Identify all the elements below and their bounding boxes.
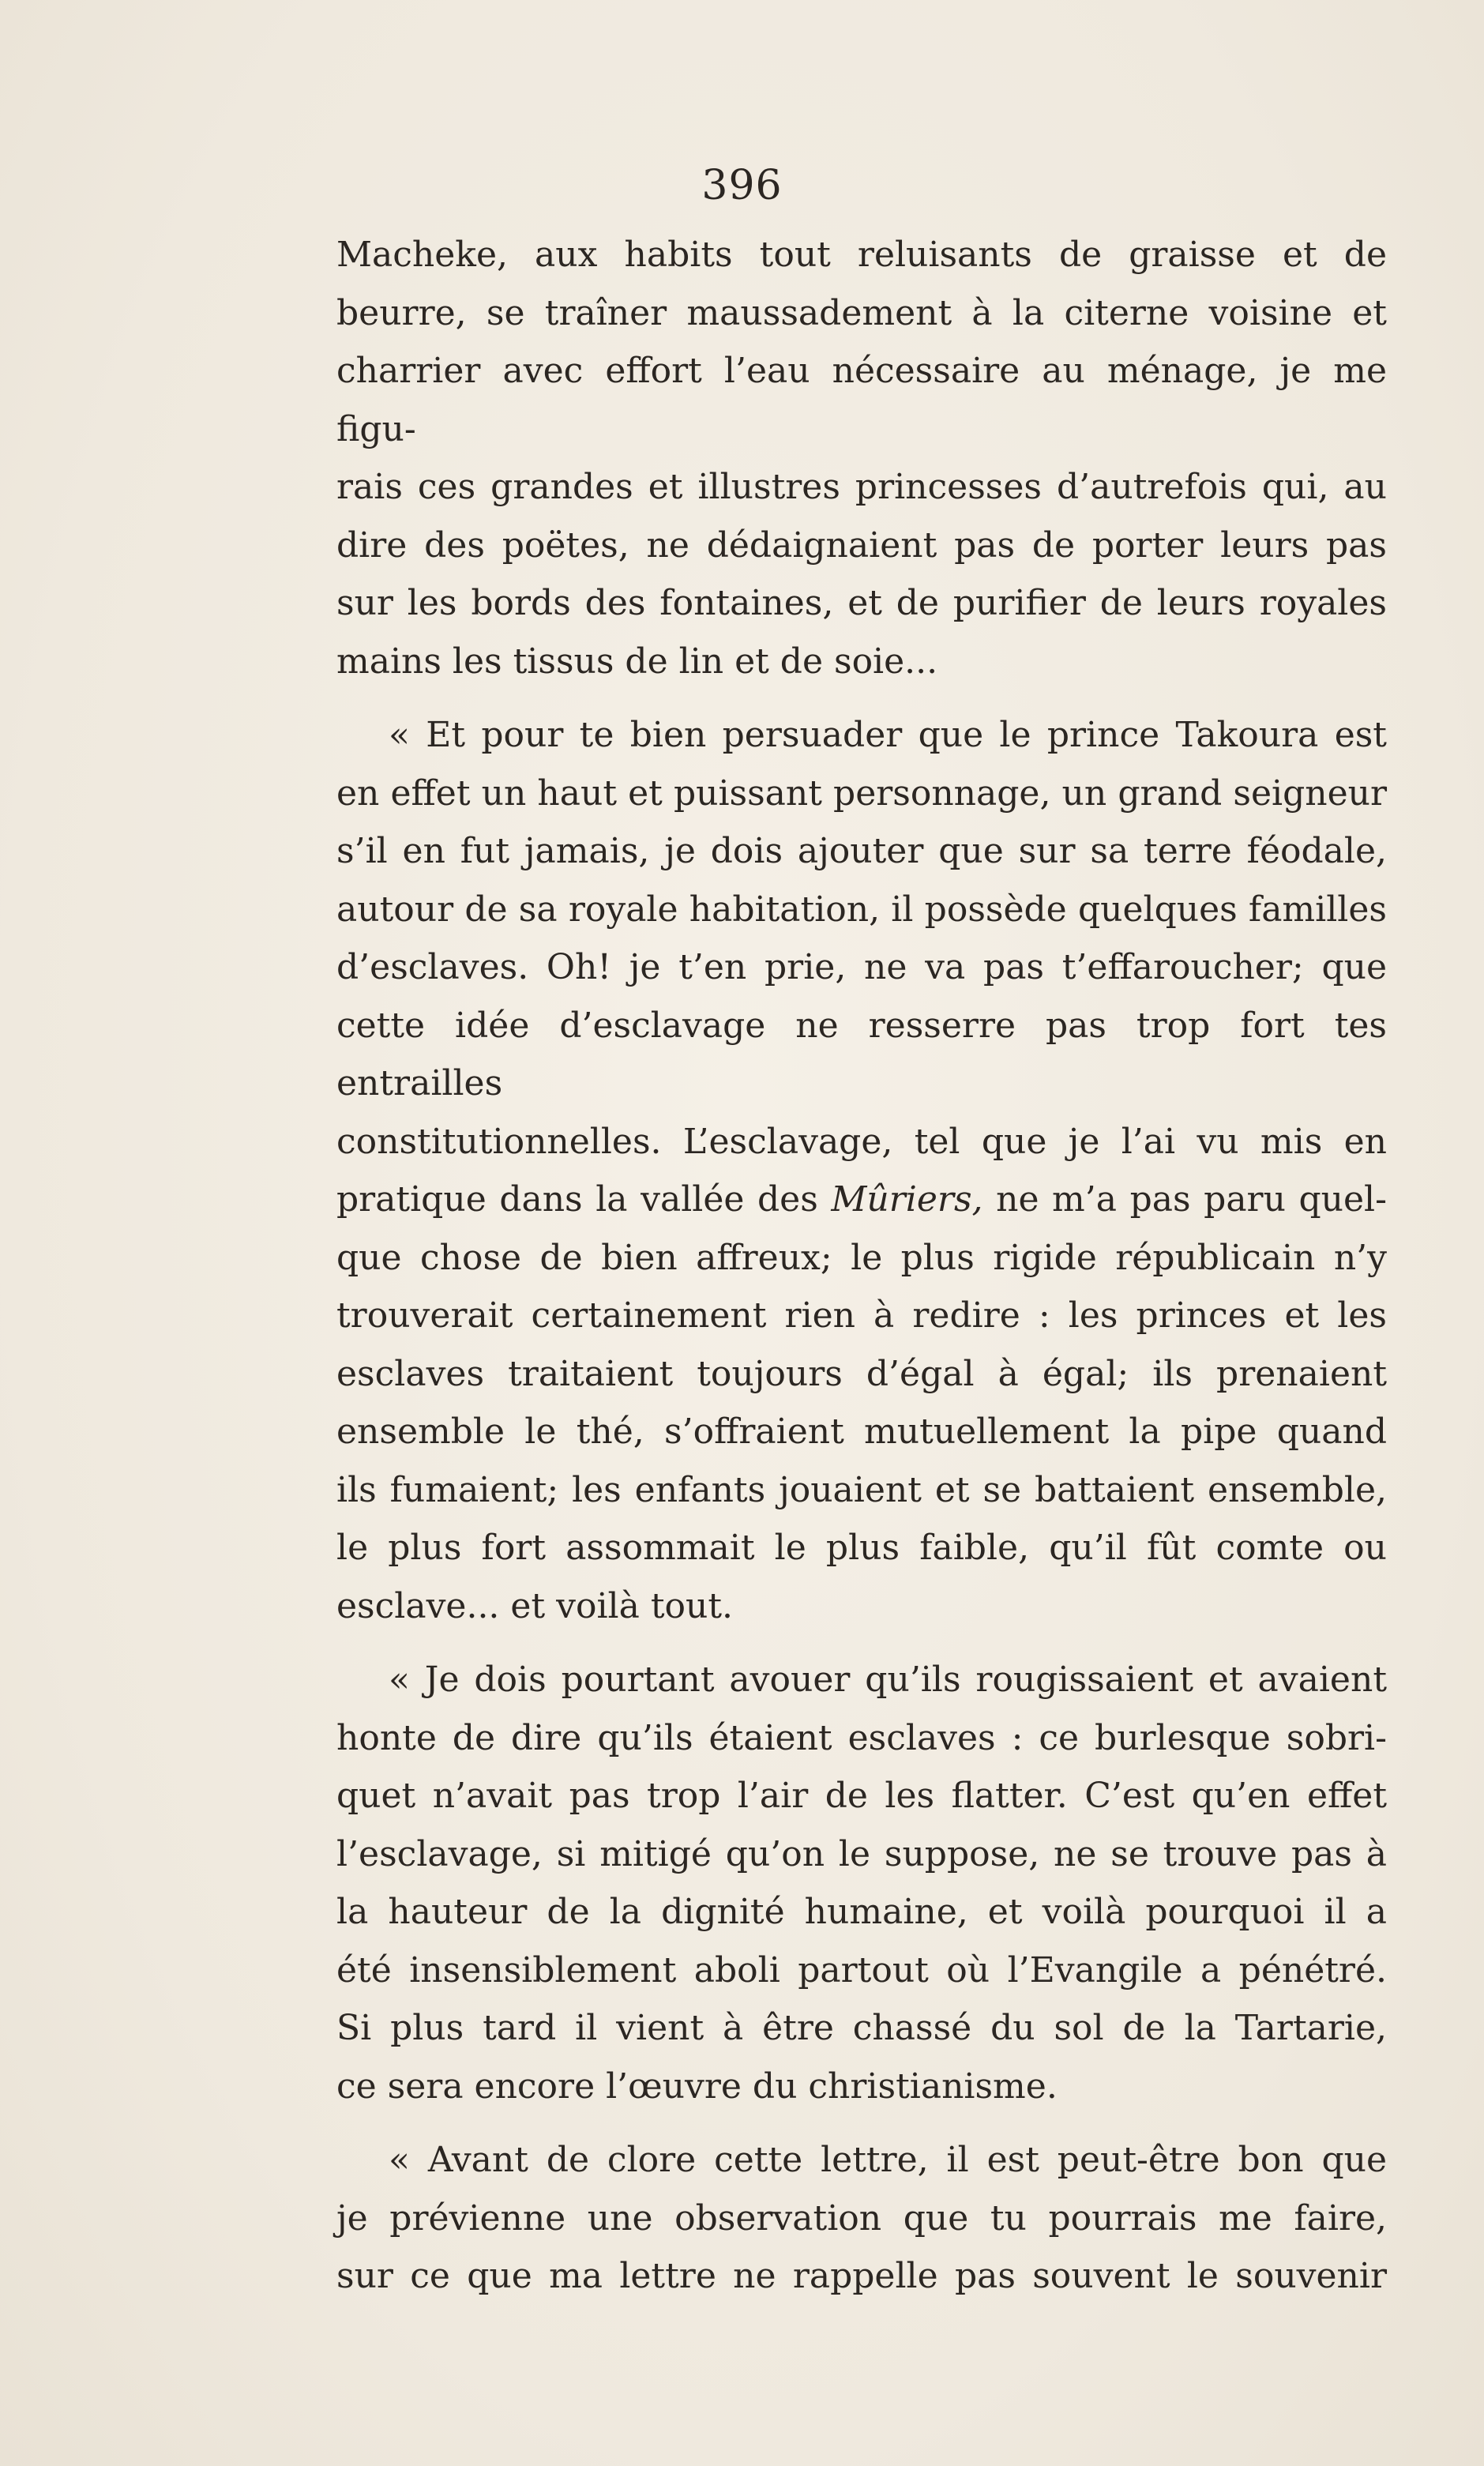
text-line: charrier avec effort l’eau nécessaire au ménage, je me figu- bbox=[336, 351, 1387, 449]
paragraph-3 bbox=[336, 1651, 1387, 2115]
text-line: esclave... et voilà tout. bbox=[336, 1585, 734, 1626]
text-line: en effet un haut et puissant personnage, un grand seigneur bbox=[336, 773, 1387, 814]
text-line: la hauteur de la dignité humaine, et voilà pourquoi il a bbox=[336, 1892, 1387, 1932]
text-line: « Avant de clore cette lettre, il est peut-être bon que bbox=[389, 2140, 1387, 2180]
text-line: mains les tissus de lin et de soie... bbox=[336, 641, 938, 682]
text-line: beurre, se traîner maussadement à la citerne voisine et bbox=[336, 292, 1387, 333]
paragraph-4 bbox=[336, 2131, 1387, 2306]
text-line: Macheke, aux habits tout reluisants de graisse et de bbox=[336, 235, 1387, 275]
paragraph-1 bbox=[336, 226, 1387, 690]
paragraph-2 bbox=[336, 706, 1387, 1635]
text-line: quet n’avait pas trop l’air de les flatter. C’est qu’en effet bbox=[336, 1776, 1387, 1816]
text-line: cette idée d’esclavage ne resserre pas trop fort tes entrailles bbox=[336, 1005, 1387, 1103]
text-line: l’esclavage, si mitigé qu’on le suppose, ne se trouve pas à bbox=[336, 1833, 1387, 1874]
text-line: ce sera encore l’œuvre du christianisme. bbox=[336, 2066, 1058, 2107]
page-text bbox=[336, 226, 1387, 2306]
italic-place-name: Mûriers, bbox=[831, 1179, 983, 1220]
text-segment: ne m’a pas paru quel- bbox=[982, 1179, 1387, 1220]
text-line: d’esclaves. Oh! je t’en prie, ne va pas t’effaroucher; que bbox=[336, 947, 1387, 987]
text-line: esclaves traitaient toujours d’égal à égal; ils prenaient bbox=[336, 1353, 1387, 1394]
text-line: je prévienne une observation que tu pourrais me faire, bbox=[336, 2197, 1387, 2239]
text-line: sur ce que ma lettre ne rappelle pas souvent le souvenir bbox=[336, 2256, 1387, 2296]
text-line: « Et pour te bien persuader que le prince Takoura est bbox=[389, 715, 1387, 755]
page-number: 396 bbox=[701, 162, 783, 209]
text-segment: pratique dans la vallée des bbox=[336, 1179, 832, 1220]
text-line: sur les bords des fontaines, et de purifier de leurs royales bbox=[336, 583, 1387, 623]
text-line: ils fumaient; les enfants jouaient et se battaient ensemble, bbox=[336, 1469, 1387, 1510]
text-line: Si plus tard il vient à être chassé du sol de la Tartarie, bbox=[336, 2008, 1387, 2048]
text-line: été insensiblement aboli partout où l’Evangile a pénétré. bbox=[336, 1949, 1387, 1990]
text-line: trouverait certainement rien à redire : les princes et les bbox=[336, 1295, 1387, 1336]
text-line: le plus fort assommait le plus faible, qu’il fût comte ou bbox=[336, 1528, 1387, 1568]
text-line: « Je dois pourtant avouer qu’ils rougissaient et avaient bbox=[389, 1660, 1387, 1700]
text-line: constitutionnelles. L’esclavage, tel que je l’ai vu mis en bbox=[336, 1121, 1387, 1162]
text-line: autour de sa royale habitation, il possède quelques familles bbox=[336, 889, 1387, 930]
text-line-with-italic bbox=[336, 1171, 1387, 1229]
text-line: dire des poëtes, ne dédaignaient pas de porter leurs pas bbox=[336, 524, 1387, 566]
text-line: que chose de bien affreux; le plus rigide républicain n’y bbox=[336, 1237, 1387, 1278]
text-line: ensemble le thé, s’offraient mutuellement la pipe quand bbox=[336, 1412, 1387, 1452]
text-line: honte de dire qu’ils étaient esclaves : ce burlesque sobri- bbox=[336, 1717, 1387, 1758]
text-line: rais ces grandes et illustres princesses d’autrefois qui, au bbox=[336, 467, 1387, 507]
text-line: s’il en fut jamais, je dois ajouter que sur sa terre féodale, bbox=[336, 831, 1387, 871]
